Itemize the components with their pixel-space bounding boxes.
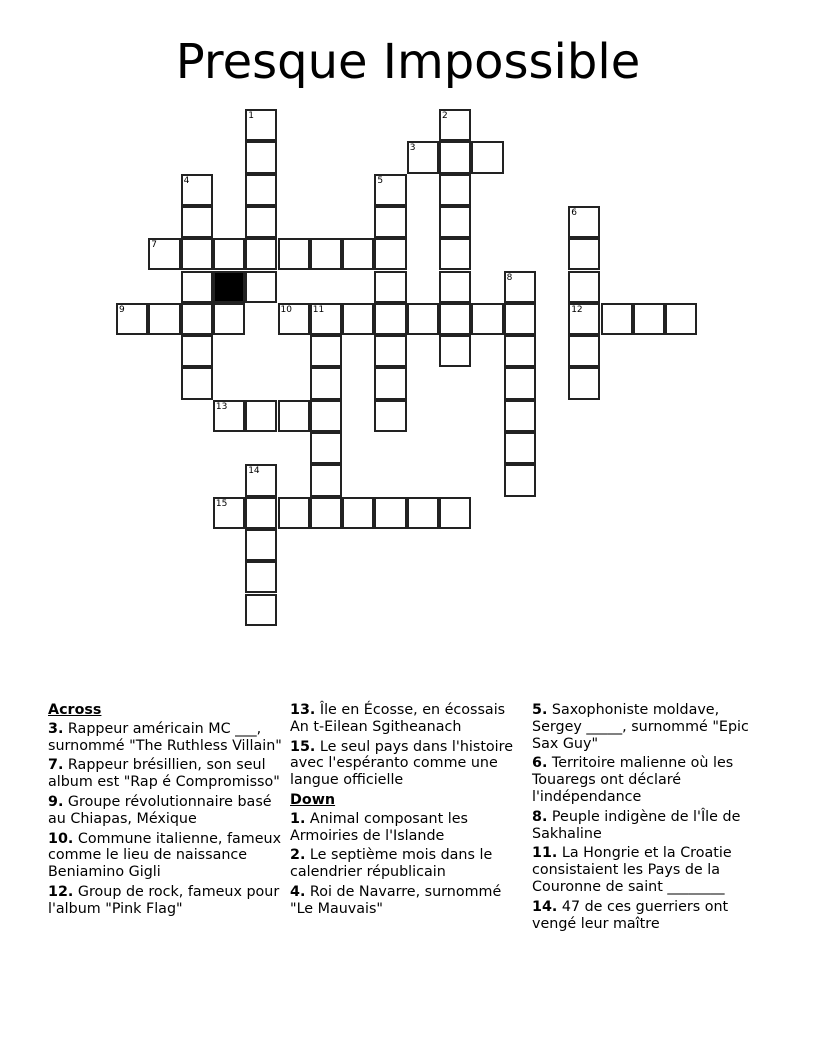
clue-number: 2. [290, 847, 306, 864]
grid-cell[interactable] [504, 367, 536, 399]
cell-number: 6 [571, 207, 577, 218]
clue-text: Territoire malienne où les Touaregs ont déclaré l'indépendance [532, 755, 734, 805]
clue [532, 702, 768, 752]
grid-cell[interactable] [181, 238, 213, 270]
clue-number: 14. [532, 898, 558, 915]
grid-cell[interactable] [439, 303, 471, 335]
clue-text: Saxophoniste moldave, Sergey _____, surnommé "Epic Sax Guy" [532, 702, 749, 752]
clue-text: Roi de Navarre, surnommé "Le Mauvais" [290, 883, 502, 917]
grid-cell[interactable] [407, 141, 439, 173]
clue [290, 847, 526, 881]
clue-text: Île en Écosse, en écossais An t-Eilean Sgitheanach [290, 702, 506, 735]
grid-cell[interactable] [181, 335, 213, 367]
clue-number: 5. [532, 702, 548, 718]
grid-cell[interactable] [213, 497, 245, 529]
grid-cell[interactable] [568, 367, 600, 399]
down-heading: Down [290, 791, 336, 808]
grid-cell[interactable] [181, 206, 213, 238]
grid-cell[interactable] [374, 303, 406, 335]
grid-cell[interactable] [342, 238, 374, 270]
clue [532, 899, 768, 933]
cell-number: 9 [119, 304, 125, 315]
grid-cell[interactable] [504, 271, 536, 303]
clue-number: 7. [48, 757, 64, 774]
clue-number: 9. [48, 793, 64, 810]
clue-text: Le seul pays dans l'histoire avec l'espéranto comme une langue officielle [290, 738, 513, 789]
grid-cell[interactable] [374, 335, 406, 367]
grid-cell[interactable] [504, 400, 536, 432]
grid-cell[interactable] [245, 238, 277, 270]
clue [48, 757, 284, 791]
cell-number: 12 [571, 304, 583, 315]
grid-cell[interactable] [407, 303, 439, 335]
grid-cell[interactable] [568, 303, 600, 335]
grid-cell[interactable] [439, 109, 471, 141]
grid-cell[interactable] [471, 303, 503, 335]
across-heading: Across [48, 702, 102, 718]
clue-text: La Hongrie et la Croatie consistaient les Pays de la Couronne de saint ________ [532, 845, 732, 895]
clue-number: 8. [532, 808, 548, 825]
cell-number: 10 [280, 304, 292, 315]
clue-text: Rappeur américain MC ___, surnommé "The Ruthless Villain" [48, 720, 282, 754]
grid-cell[interactable] [342, 497, 374, 529]
clues-column-2 [290, 702, 526, 921]
grid-cell[interactable] [181, 367, 213, 399]
grid-cell[interactable] [245, 400, 277, 432]
grid-cell[interactable] [310, 335, 342, 367]
black-cell [213, 271, 245, 303]
clue-number: 6. [532, 755, 548, 772]
clue [532, 809, 768, 843]
grid-cell[interactable] [374, 271, 406, 303]
grid-cell[interactable] [245, 594, 277, 626]
grid-cell[interactable] [568, 206, 600, 238]
clue [290, 739, 526, 789]
clue [532, 845, 768, 895]
grid-cell[interactable] [245, 271, 277, 303]
grid-cell[interactable] [213, 238, 245, 270]
grid-cell[interactable] [374, 400, 406, 432]
grid-cell[interactable] [278, 400, 310, 432]
cell-number: 15 [215, 498, 228, 509]
grid-cell[interactable] [181, 174, 213, 206]
grid-cell[interactable] [633, 303, 665, 335]
clues-column-1 [48, 702, 284, 921]
grid-cell[interactable] [245, 561, 277, 593]
cell-number: 5 [377, 175, 384, 186]
grid-cell[interactable] [504, 432, 536, 464]
grid-cell[interactable] [181, 303, 213, 335]
grid-cell[interactable] [245, 497, 277, 529]
grid-cell[interactable] [504, 303, 536, 335]
grid-cell[interactable] [504, 464, 536, 496]
cell-number: 2 [442, 111, 448, 121]
page-title: Presque Impossible [175, 34, 641, 90]
clue [290, 811, 526, 845]
clue-text: Groupe révolutionnaire basé au Chiapas, Méxique [48, 793, 272, 827]
clue-number: 3. [48, 720, 64, 737]
cell-number: 4 [183, 175, 190, 186]
clue-number: 12. [48, 883, 74, 900]
grid-cell[interactable] [213, 303, 245, 335]
grid-cell[interactable] [245, 174, 277, 206]
cell-number: 14 [248, 466, 260, 477]
grid-cell[interactable] [245, 109, 277, 141]
cell-number: 11 [312, 304, 325, 315]
grid-cell[interactable] [374, 497, 406, 529]
grid-cell[interactable] [439, 335, 471, 367]
clue-text: Peuple indigène de l'Île de Sakhaline [532, 808, 741, 842]
grid-cell[interactable] [568, 271, 600, 303]
cell-number: 8 [506, 272, 513, 283]
clue-text: 47 de ces guerriers ont vengé leur maître [532, 898, 729, 932]
grid-cell[interactable] [439, 238, 471, 270]
clue-number: 11. [532, 845, 558, 862]
grid-cell[interactable] [213, 400, 245, 432]
grid-cell[interactable] [439, 271, 471, 303]
grid-cell[interactable] [471, 141, 503, 173]
grid-cell[interactable] [374, 174, 406, 206]
clue-text: Rappeur brésillien, son seul album est "Rap é Compromisso" [48, 757, 280, 791]
cell-number: 13 [215, 401, 228, 412]
grid-cell[interactable] [310, 497, 342, 529]
clue-number: 1. [290, 810, 306, 827]
grid-cell[interactable] [278, 303, 310, 335]
clue-number: 4. [290, 883, 306, 900]
clue [48, 884, 284, 918]
grid-cell[interactable] [568, 335, 600, 367]
grid-cell[interactable] [310, 303, 342, 335]
grid-cell[interactable] [310, 464, 342, 496]
grid-cell[interactable] [374, 238, 406, 270]
grid-cell[interactable] [116, 303, 148, 335]
clues-column-3 [532, 702, 768, 935]
grid-cell[interactable] [310, 367, 342, 399]
cell-number: 3 [409, 143, 416, 154]
clue [48, 721, 284, 755]
clue [48, 831, 284, 881]
grid-cell[interactable] [245, 206, 277, 238]
grid-cell[interactable] [245, 464, 277, 496]
grid-cell[interactable] [504, 335, 536, 367]
clue-text: Group de rock, fameux pour l'album "Pink Flag" [48, 883, 280, 917]
grid-cell[interactable] [310, 238, 342, 270]
clue-text: Animal composant les Armoiries de l'Islande [290, 810, 468, 844]
grid-cell[interactable] [374, 367, 406, 399]
clue-number: 15. [290, 738, 316, 755]
grid-cell[interactable] [439, 174, 471, 206]
grid-cell[interactable] [568, 238, 600, 270]
cell-number: 7 [151, 240, 158, 251]
grid-cell[interactable] [310, 400, 342, 432]
grid-cell[interactable] [245, 141, 277, 173]
grid-cell[interactable] [439, 497, 471, 529]
clue [532, 755, 768, 805]
clue [290, 702, 526, 736]
clue [290, 884, 526, 918]
grid-cell[interactable] [278, 238, 310, 270]
clue-number: 10. [48, 830, 74, 847]
clue-text: Commune italienne, fameux comme le lieu de naissance Beniamino Gigli [48, 830, 282, 881]
grid-cell[interactable] [439, 206, 471, 238]
grid-cell[interactable] [439, 141, 471, 173]
clue [48, 794, 284, 828]
grid-cell[interactable] [665, 303, 697, 335]
cell-number: 1 [248, 111, 254, 121]
grid-cell[interactable] [407, 497, 439, 529]
clue-text: Le septième mois dans le calendrier républicain [290, 847, 493, 881]
grid-cell[interactable] [310, 432, 342, 464]
grid-cell[interactable] [278, 497, 310, 529]
clue-number: 13. [290, 702, 316, 718]
grid-cell[interactable] [601, 303, 633, 335]
grid-cell[interactable] [181, 271, 213, 303]
grid-cell[interactable] [342, 303, 374, 335]
grid-cell[interactable] [148, 303, 180, 335]
grid-cell[interactable] [148, 238, 180, 270]
grid-cell[interactable] [374, 206, 406, 238]
grid-cell[interactable] [245, 529, 277, 561]
